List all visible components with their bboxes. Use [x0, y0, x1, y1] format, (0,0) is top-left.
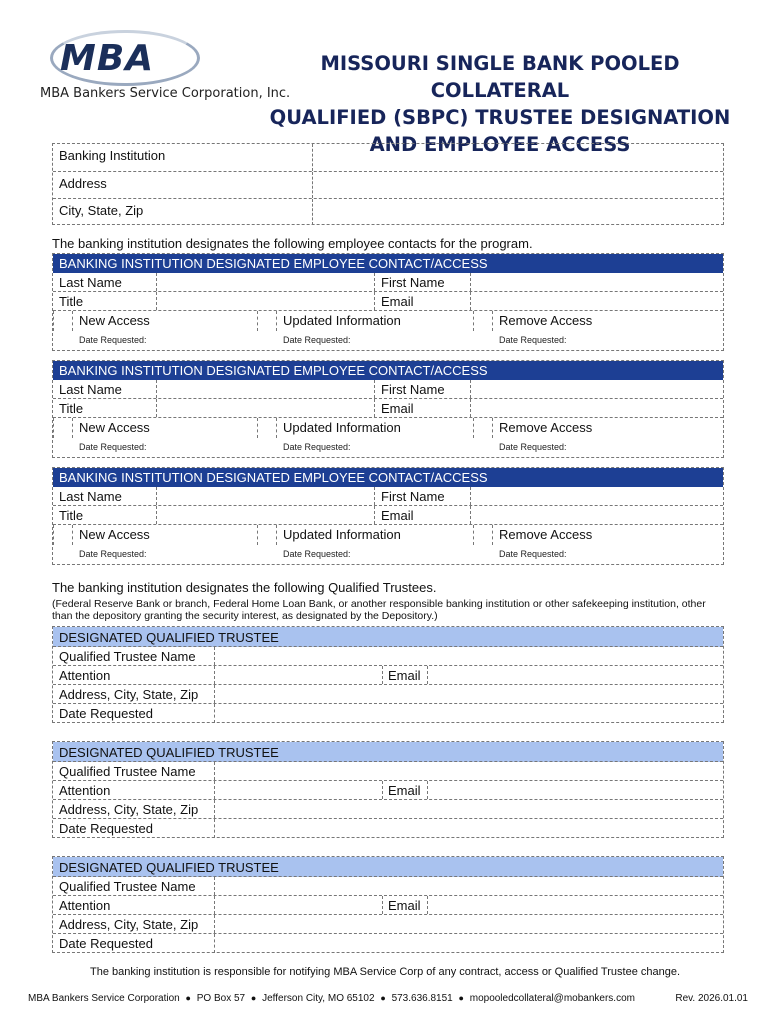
employee-intro: The banking institution designates the following employee contacts for the program. [52, 236, 533, 251]
last-name-field[interactable] [157, 273, 375, 291]
title-line-1: MISSOURI SINGLE BANK POOLED COLLATERAL [320, 52, 680, 102]
company-name: MBA Bankers Service Corporation, Inc. [40, 86, 291, 101]
attention-field[interactable] [215, 781, 383, 799]
trustee-address-field[interactable] [215, 915, 723, 933]
date-requested-row [53, 545, 723, 563]
bullet-icon: ● [380, 993, 386, 1003]
attention-field[interactable] [215, 896, 383, 914]
remove-access-checkbox[interactable] [473, 525, 493, 545]
attention-row [53, 896, 723, 915]
date-requested-new: Date Requested: [79, 549, 147, 559]
footer-contact [28, 993, 635, 1004]
updated-info-label: Updated Information [283, 527, 401, 542]
employee-contact-block [52, 360, 724, 458]
trustee-address-label: Address, City, State, Zip [53, 685, 215, 703]
attention-field[interactable] [215, 666, 383, 684]
attention-row [53, 666, 723, 685]
trustee-email-field[interactable] [428, 781, 723, 799]
email-field[interactable] [471, 399, 723, 417]
bullet-icon: ● [458, 993, 464, 1003]
employee-contact-block [52, 467, 724, 565]
remove-access-label: Remove Access [499, 313, 593, 328]
trustee-name-field[interactable] [215, 647, 723, 665]
trustee-date-row [53, 819, 723, 838]
title-label: Title [53, 292, 157, 310]
date-requested-updated: Date Requested: [283, 549, 351, 559]
mba-logo [46, 26, 206, 90]
title-line-3: AND EMPLOYEE ACCESS [369, 133, 631, 156]
trustee-date-row [53, 934, 723, 953]
trustee-email-label: Email [383, 896, 428, 914]
trustee-date-label: Date Requested [53, 819, 215, 838]
new-access-checkbox[interactable] [53, 418, 73, 438]
name-row [53, 273, 723, 292]
trustee-address-label: Address, City, State, Zip [53, 915, 215, 933]
title-label: Title [53, 399, 157, 417]
updated-info-checkbox[interactable] [257, 418, 277, 438]
first-name-label: First Name [375, 273, 471, 291]
updated-info-checkbox[interactable] [257, 311, 277, 331]
employee-block-heading: BANKING INSTITUTION DESIGNATED EMPLOYEE CONTACT/ACCESS [53, 468, 723, 487]
trustee-address-field[interactable] [215, 800, 723, 818]
trustee-name-field[interactable] [215, 877, 723, 895]
date-requested-updated: Date Requested: [283, 442, 351, 452]
trustee-date-label: Date Requested [53, 704, 215, 723]
trustee-email-field[interactable] [428, 666, 723, 684]
first-name-field[interactable] [471, 273, 723, 291]
city-state-zip-field[interactable] [313, 199, 723, 225]
first-name-field[interactable] [471, 487, 723, 505]
updated-info-label: Updated Information [283, 420, 401, 435]
revision-label: Rev. 2026.01.01 [675, 993, 748, 1004]
footer-phone: 573.636.8151 [391, 993, 453, 1004]
title-row [53, 292, 723, 311]
last-name-field[interactable] [157, 487, 375, 505]
banking-institution-label: Banking Institution [53, 144, 313, 171]
title-field[interactable] [157, 292, 375, 310]
bullet-icon: ● [185, 993, 191, 1003]
last-name-label: Last Name [53, 273, 157, 291]
footer-city: Jefferson City, MO 65102 [262, 993, 375, 1004]
employee-block-heading: BANKING INSTITUTION DESIGNATED EMPLOYEE CONTACT/ACCESS [53, 254, 723, 273]
trustee-name-label: Qualified Trustee Name [53, 877, 215, 895]
trustee-note: (Federal Reserve Bank or branch, Federal Home Loan Bank, or another responsible banking institution or other safekeeping institution, other than the depository granting the security interest, as designated by the Depository.) [52, 598, 706, 622]
city-state-zip-label: City, State, Zip [53, 199, 313, 225]
access-row [53, 525, 723, 545]
access-row [53, 311, 723, 331]
last-name-label: Last Name [53, 380, 157, 398]
trustee-date-row [53, 704, 723, 723]
title-field[interactable] [157, 399, 375, 417]
trustee-name-field[interactable] [215, 762, 723, 780]
bullet-icon: ● [250, 993, 257, 1003]
remove-access-label: Remove Access [499, 527, 593, 542]
date-requested-remove: Date Requested: [499, 549, 567, 559]
attention-label: Attention [53, 666, 215, 684]
institution-row [53, 144, 723, 171]
trustee-name-row [53, 647, 723, 666]
date-requested-new: Date Requested: [79, 442, 147, 452]
employee-contact-block [52, 253, 724, 351]
trustee-block [52, 856, 724, 953]
attention-row [53, 781, 723, 800]
remove-access-label: Remove Access [499, 420, 593, 435]
trustee-block [52, 741, 724, 838]
access-row [53, 418, 723, 438]
trustee-date-field[interactable] [215, 934, 723, 953]
trustee-date-field[interactable] [215, 819, 723, 838]
date-requested-row [53, 331, 723, 349]
trustee-name-label: Qualified Trustee Name [53, 647, 215, 665]
institution-info-table [52, 143, 724, 225]
address-field[interactable] [313, 172, 723, 198]
title-field[interactable] [157, 506, 375, 524]
date-requested-remove: Date Requested: [499, 442, 567, 452]
date-requested-new: Date Requested: [79, 335, 147, 345]
new-access-checkbox[interactable] [53, 311, 73, 331]
trustee-email-field[interactable] [428, 896, 723, 914]
last-name-field[interactable] [157, 380, 375, 398]
trustee-block-heading: DESIGNATED QUALIFIED TRUSTEE [53, 857, 723, 877]
new-access-label: New Access [79, 420, 150, 435]
footer-po-box: PO Box 57 [196, 993, 246, 1004]
address-row [53, 171, 723, 198]
first-name-label: First Name [375, 380, 471, 398]
logo-text: MBA [60, 38, 155, 79]
trustee-address-row [53, 800, 723, 819]
name-row [53, 487, 723, 506]
date-requested-updated: Date Requested: [283, 335, 351, 345]
first-name-field[interactable] [471, 380, 723, 398]
employee-block-heading: BANKING INSTITUTION DESIGNATED EMPLOYEE CONTACT/ACCESS [53, 361, 723, 380]
email-label: Email [375, 292, 471, 310]
trustee-name-label: Qualified Trustee Name [53, 762, 215, 780]
footer-email[interactable]: mopooledcollateral@mobankers.com [469, 993, 635, 1004]
email-field[interactable] [471, 506, 723, 524]
trustee-block-heading: DESIGNATED QUALIFIED TRUSTEE [53, 742, 723, 762]
form-title [250, 50, 750, 158]
title-line-2: QUALIFIED (SBPC) TRUSTEE DESIGNATION [269, 106, 731, 129]
page-footer [28, 993, 748, 1004]
date-requested-remove: Date Requested: [499, 335, 567, 345]
trustee-block [52, 626, 724, 723]
email-label: Email [375, 506, 471, 524]
first-name-label: First Name [375, 487, 471, 505]
title-row [53, 506, 723, 525]
trustee-email-label: Email [383, 666, 428, 684]
trustee-address-label: Address, City, State, Zip [53, 800, 215, 818]
attention-label: Attention [53, 896, 215, 914]
new-access-label: New Access [79, 527, 150, 542]
new-access-checkbox[interactable] [53, 525, 73, 545]
trustee-block-heading: DESIGNATED QUALIFIED TRUSTEE [53, 627, 723, 647]
last-name-label: Last Name [53, 487, 157, 505]
remove-access-checkbox[interactable] [473, 418, 493, 438]
trustee-date-field[interactable] [215, 704, 723, 723]
trustee-name-row [53, 762, 723, 781]
trustee-name-row [53, 877, 723, 896]
attention-label: Attention [53, 781, 215, 799]
trustee-date-label: Date Requested [53, 934, 215, 953]
city-state-zip-row [53, 198, 723, 225]
trustee-intro: The banking institution designates the following Qualified Trustees. [52, 580, 437, 595]
address-label: Address [53, 172, 313, 198]
date-requested-row [53, 438, 723, 456]
email-label: Email [375, 399, 471, 417]
remove-access-checkbox[interactable] [473, 311, 493, 331]
email-field[interactable] [471, 292, 723, 310]
responsibility-note: The banking institution is responsible for notifying MBA Service Corp of any contract, access or Qualified Trustee change. [89, 966, 681, 978]
trustee-email-label: Email [383, 781, 428, 799]
title-label: Title [53, 506, 157, 524]
updated-info-checkbox[interactable] [257, 525, 277, 545]
new-access-label: New Access [79, 313, 150, 328]
name-row [53, 380, 723, 399]
updated-info-label: Updated Information [283, 313, 401, 328]
banking-institution-field[interactable] [313, 144, 723, 171]
trustee-address-row [53, 685, 723, 704]
trustee-address-row [53, 915, 723, 934]
trustee-address-field[interactable] [215, 685, 723, 703]
footer-org: MBA Bankers Service Corporation [28, 993, 180, 1004]
title-row [53, 399, 723, 418]
